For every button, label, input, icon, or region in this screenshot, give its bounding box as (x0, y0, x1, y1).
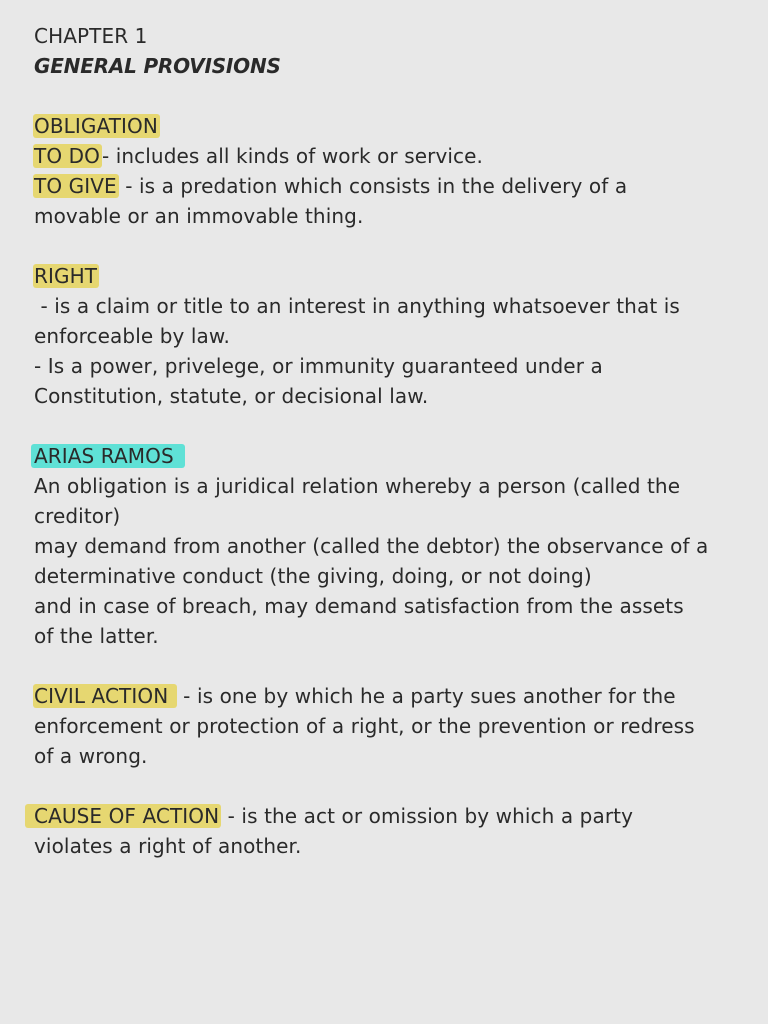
to-do-term: TO DO (34, 144, 100, 168)
arias-ramos-heading: ARIAS RAMOS (31, 444, 185, 468)
spacer (34, 231, 748, 261)
arias-ramos-heading-line (34, 441, 748, 471)
cause-of-action-line (34, 801, 748, 831)
to-give-line (34, 171, 748, 201)
obligation-heading-line (34, 111, 748, 141)
chapter-label: CHAPTER 1 (34, 24, 148, 48)
civil-action-definition-continued: enforcement or protection of a right, or the prevention or redress (34, 714, 695, 738)
arias-ramos-text-line: may demand from another (called the debtor) the observance of a (34, 534, 709, 558)
right-definition-2: - Is a power, privelege, or immunity guaranteed under a (34, 354, 603, 378)
cause-of-action-definition: - is the act or omission by which a party (221, 804, 634, 828)
arias-ramos-text-line: of the latter. (34, 624, 159, 648)
to-give-definition: - is a predation which consists in the delivery of a (118, 174, 628, 198)
to-do-line (34, 141, 748, 171)
spacer (34, 411, 748, 441)
spacer (34, 81, 748, 111)
right-definition-2-continued: Constitution, statute, or decisional law. (34, 384, 429, 408)
arias-ramos-text-line: determinative conduct (the giving, doing, or not doing) (34, 564, 592, 588)
civil-action-line (34, 681, 748, 711)
right-definition-1-continued: enforceable by law. (34, 324, 230, 348)
spacer (34, 771, 748, 801)
arias-ramos-text-line: creditor) (34, 504, 121, 528)
right-heading: RIGHT (34, 264, 98, 288)
civil-action-definition-end: of a wrong. (34, 744, 148, 768)
spacer (34, 651, 748, 681)
chapter-title: GENERAL PROVISIONS (34, 54, 281, 78)
cause-of-action-term: CAUSE OF ACTION (25, 804, 221, 828)
to-do-definition: - includes all kinds of work or service. (101, 144, 483, 168)
to-give-term: TO GIVE (34, 174, 117, 198)
obligation-heading: OBLIGATION (34, 114, 158, 138)
civil-action-term: CIVIL ACTION (34, 684, 175, 708)
civil-action-definition: - is one by which he a party sues another for the (176, 684, 676, 708)
to-give-definition-continued: movable or an immovable thing. (34, 204, 364, 228)
arias-ramos-text-line: and in case of breach, may demand satisfaction from the assets (34, 594, 684, 618)
arias-ramos-text-line: An obligation is a juridical relation whereby a person (called the (34, 474, 681, 498)
right-definition-1: - is a claim or title to an interest in anything whatsoever that is (34, 294, 680, 318)
right-heading-line (34, 261, 748, 291)
cause-of-action-definition-continued: violates a right of another. (34, 834, 302, 858)
